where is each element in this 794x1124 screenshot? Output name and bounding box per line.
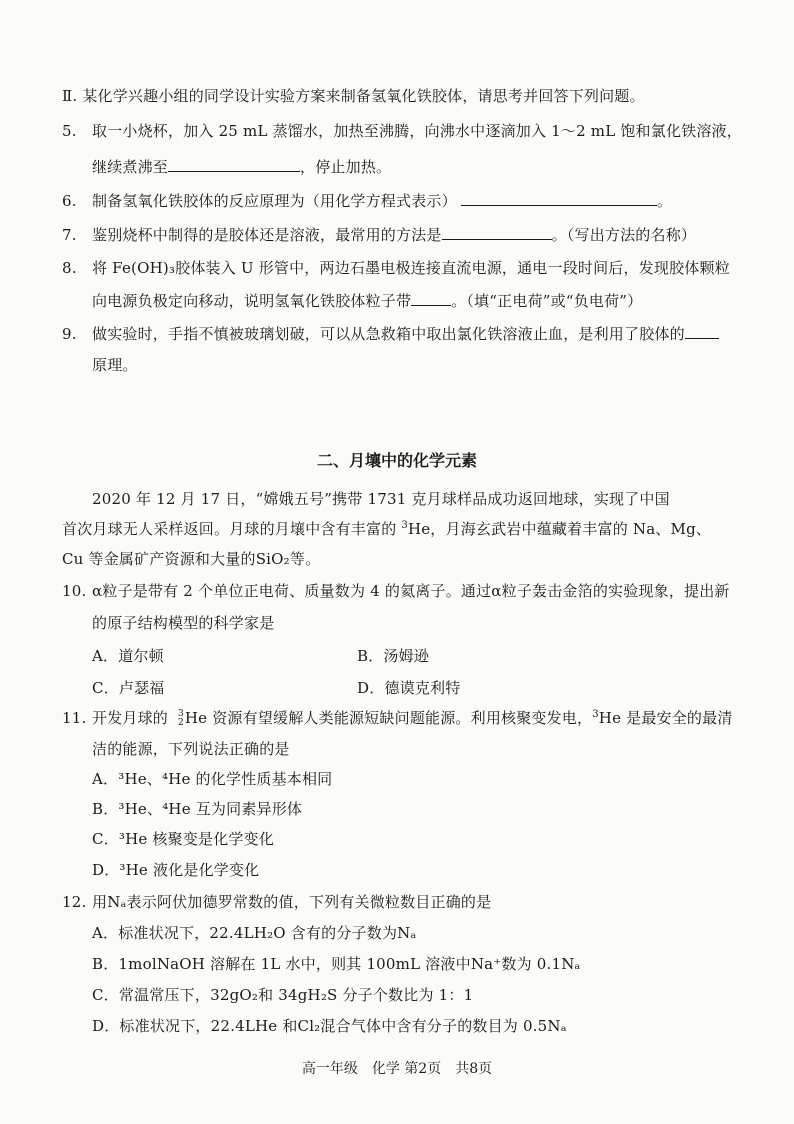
- atomic-number: 2: [177, 718, 184, 728]
- answer-blank[interactable]: [168, 157, 300, 172]
- question-5-line2: [92, 156, 391, 177]
- question-number: 10.: [62, 582, 87, 600]
- mass-number: 3: [177, 709, 184, 719]
- option-c[interactable]: C．³He 核聚变是化学变化: [92, 830, 275, 848]
- answer-blank[interactable]: [442, 225, 552, 240]
- question-number: 9.: [62, 325, 77, 343]
- question-text: 继续煮沸至: [92, 158, 169, 176]
- question-10: [62, 580, 730, 601]
- option-a[interactable]: A．标准状况下，22.4LH₂O 含有的分子数为Nₐ: [92, 924, 417, 942]
- question-text: He 资源有望缓解人类能源短缺问题能源。利用核聚变发电，: [184, 709, 593, 727]
- question-number: 5.: [62, 122, 77, 140]
- question-12: [62, 891, 491, 912]
- option-a[interactable]: A．道尔顿: [92, 647, 164, 665]
- option-b[interactable]: B．³He、⁴He 互为同素异形体: [92, 800, 303, 818]
- question-number: 12.: [62, 893, 87, 911]
- question-text: 将 Fe(OH)₃胶体装入 U 形管中，两边石墨电极连接直流电源，通电一段时间后，发现胶体颗粒: [92, 259, 730, 277]
- passage-text: 首次月球无人采样返回。月球的月壤中含有丰富的: [62, 520, 402, 538]
- question-number: 6.: [62, 192, 77, 210]
- question-text: ，停止加热。: [300, 158, 392, 176]
- isotope-notation: [178, 710, 184, 728]
- question-5: [62, 120, 742, 141]
- option-d[interactable]: D．³He 液化是化学变化: [92, 861, 260, 879]
- question-text: He 是最安全的最清: [598, 709, 733, 727]
- question-text: 。: [656, 192, 673, 210]
- question-text: 。（写出方法的名称）: [551, 226, 697, 244]
- question-text: 做实验时，手指不慎被玻璃划破，可以从急救箱中取出氯化铁溶液止血，是利用了胶体的: [92, 325, 685, 343]
- question-10-line2: 的原子结构模型的科学家是: [92, 614, 275, 632]
- superscript: 3: [592, 709, 599, 720]
- question-11: [62, 707, 733, 728]
- option-b[interactable]: B．汤姆逊: [357, 647, 430, 665]
- answer-blank[interactable]: [685, 324, 719, 339]
- question-text: 。（填“正电荷”或“负电荷”）: [451, 292, 643, 310]
- option-c[interactable]: C．常温常压下，32gO₂和 34gH₂S 分子个数比为 1：1: [92, 986, 474, 1004]
- question-text: 用Nₐ表示阿伏加德罗常数的值，下列有关微粒数目正确的是: [92, 893, 492, 911]
- answer-blank[interactable]: [461, 191, 657, 206]
- question-9-line2: 原理。: [92, 356, 138, 374]
- answer-blank[interactable]: [411, 291, 451, 306]
- page-footer: 高一年级 化学 第2页 共8页: [301, 1061, 493, 1077]
- question-6: [62, 190, 672, 211]
- part-intro: Ⅱ. 某化学兴趣小组的同学设计实验方案来制备氢氧化铁胶体，请思考并回答下列问题。: [62, 87, 645, 105]
- question-text: 开发月球的: [92, 709, 169, 727]
- question-number: 8.: [62, 259, 77, 277]
- question-7: [62, 224, 696, 245]
- question-number: 11.: [62, 709, 87, 727]
- question-11-line2: 洁的能源，下列说法正确的是: [92, 740, 290, 758]
- passage-line-1: 2020 年 12 月 17 日，“嫦娥五号”携带 1731 克月球样品成功返回地球，实现了中国: [92, 490, 670, 508]
- question-9: [62, 323, 719, 344]
- option-b[interactable]: B．1molNaOH 溶解在 1L 水中，则其 100mL 溶液中Na⁺数为 0.1Nₐ: [92, 955, 581, 973]
- section-title: 二、月壤中的化学元素: [316, 451, 477, 470]
- passage-line-3: Cu 等金属矿产资源和大量的SiO₂等。: [62, 550, 321, 568]
- superscript: 3: [401, 520, 408, 531]
- question-text: 制备氢氧化铁胶体的反应原理为（用化学方程式表示）: [92, 192, 457, 210]
- option-a[interactable]: A．³He、⁴He 的化学性质基本相同: [92, 770, 333, 788]
- question-text: 取一小烧杯，加入 25 mL 蒸馏水，加热至沸腾，向沸水中逐滴加入 1～2 mL 饱和氯化铁溶液，: [92, 122, 742, 140]
- option-c[interactable]: C．卢瑟福: [92, 679, 165, 697]
- question-8: [62, 257, 730, 278]
- option-d[interactable]: D．德谟克利特: [357, 679, 461, 697]
- question-text: 鉴别烧杯中制得的是胶体还是溶液，最常用的方法是: [92, 226, 442, 244]
- question-text: 向电源负极定向移动，说明氢氧化铁胶体粒子带: [92, 292, 412, 310]
- option-d[interactable]: D．标准状况下，22.4LHe 和Cl₂混合气体中含有分子的数目为 0.5Nₐ: [92, 1017, 567, 1035]
- passage-text: He，月海玄武岩中蕴藏着丰富的 Na、Mg、: [407, 520, 712, 538]
- question-text: α粒子是带有 2 个单位正电荷、质量数为 4 的氦离子。通过α粒子轰击金箔的实验现象，提出新: [92, 582, 730, 600]
- question-number: 7.: [62, 226, 77, 244]
- passage-line-2: [62, 518, 711, 539]
- question-8-line2: [92, 290, 642, 311]
